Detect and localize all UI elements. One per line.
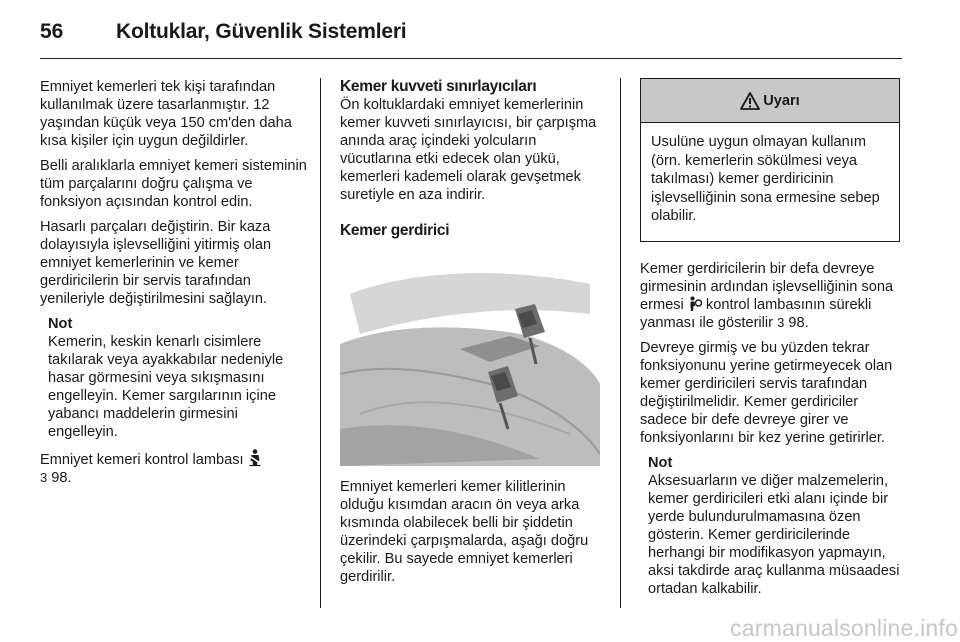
column-right xyxy=(640,260,902,606)
paragraph-pretensioner: Emniyet kemerleri kemer kilitlerinin olduğu kısımdan aracın ön veya arka kısmında olabilecek belli bir şiddetin üzerindeki çarpışmalarda, aşağı doğru çekilir. Bu sayede emniyet kemerleri gerdirilir. xyxy=(340,479,589,585)
paragraph-belt-check: Belli aralıklarla emniyet kemeri sisteminin tüm parçalarını doğru çalışma ve fonksiyon açısından kontrol edin. xyxy=(40,158,307,210)
paragraph-control-lamp xyxy=(40,449,308,487)
note-box xyxy=(640,454,902,598)
paragraph-pretensioner-replace: Devreye girmiş ve bu yüzden tekrar fonksiyonunu yerine getirmeyecek olan kemer gerdiricileri servis tarafından değiştirilmelidir. Kemer gerdiriciler sadece bir defe devreye girer ve fonksiyonlarını bir kez yerine getirirler. xyxy=(640,340,893,446)
paragraph-force-limiters: Ön koltuklardaki emniyet kemerlerinin kemer kuvveti sınırlayıcısı, bir çarpışma anında araç içindeki yolcuların vücutlarına etki edecek olan yükü, kemerleri kademeli olarak gevşetmek suretiyle en aza indirir. xyxy=(340,97,597,203)
section-heading-pretensioner: Kemer gerdirici xyxy=(340,222,450,239)
watermark: carmanualsonline.info xyxy=(730,615,958,641)
page-reference-icon: 3 xyxy=(777,315,785,330)
column-divider-2 xyxy=(620,78,621,608)
column-left xyxy=(40,78,308,494)
paragraph-pretensioner-deployed xyxy=(640,260,902,332)
page-number: 56 xyxy=(40,20,64,43)
seatbelt-warning-icon xyxy=(248,449,262,467)
column-divider-1 xyxy=(320,78,321,608)
warning-text: Usulüne uygun olmayan kullanım (örn. kemerlerin sökülmesi veya takılması) kemer gerdiricinin işlevselliğinin sona ermesine sebep olabilir. xyxy=(651,134,880,224)
paragraph-belt-replace: Hasarlı parçaları değiştirin. Bir kaza dolayısıyla işlevselliğini yitirmiş olan emniyet kemerlerinin ve kemer gerdiricilerin bir servis tarafından yenileriyle değiştirilmesini sağlayın. xyxy=(40,219,272,307)
note-heading: Not xyxy=(648,455,673,471)
section-heading-force-limiters: Kemer kuvveti sınırlayıcıları xyxy=(340,78,537,95)
deployed-text-b: kontrol lambasının sürekli yanması ile gösterilir xyxy=(640,297,872,331)
deployed-text-a: Kemer gerdiricilerin bir defa devreye girmesinin ardından işlevselliğinin sona ermesi xyxy=(640,261,894,313)
page-title: Koltuklar, Güvenlik Sistemleri xyxy=(116,20,407,43)
note-heading: Not xyxy=(48,316,73,332)
paragraph-belt-usage: Emniyet kemerleri tek kişi tarafından kullanılmak üzere tasarlanmıştır. 12 yaşından küçük veya 150 cm'den daha kısa kişiler için uygun değildirler. xyxy=(40,79,292,149)
column-middle xyxy=(340,78,604,593)
note-box xyxy=(40,315,308,441)
deployed-ref: 98. xyxy=(788,315,809,331)
warning-box xyxy=(640,78,900,242)
note-text: Aksesuarların ve diğer malzemelerin, kemer gerdiricileri etki alanı içinde bir yerde bulundurulmamasına özen gösterin. Kemer gerdiricilerinde herhangi bir modifikasyon yapmayın, aksi takdirde araç kullanma müsaadesi ortadan kalkabilir. xyxy=(648,473,900,597)
warning-title: Uyarı xyxy=(763,92,800,109)
header-divider xyxy=(40,58,902,59)
page-header xyxy=(40,14,902,54)
pretensioner-illustration xyxy=(340,254,600,466)
page-reference-icon: 3 xyxy=(40,470,48,485)
warning-header xyxy=(641,79,899,123)
warning-triangle-icon xyxy=(740,92,760,110)
control-lamp-text: Emniyet kemeri kontrol lambası xyxy=(40,452,244,468)
airbag-warning-icon xyxy=(688,296,702,312)
note-text: Kemerin, keskin kenarlı cisimlere takılarak veya ayakkabılar nedeniyle hasar görmesini veya sıkışmasını engelleyin. Kemer sargılarının içine yabancı maddelerin girmesini engelleyin. xyxy=(48,334,284,440)
control-lamp-ref: 98. xyxy=(51,470,72,486)
